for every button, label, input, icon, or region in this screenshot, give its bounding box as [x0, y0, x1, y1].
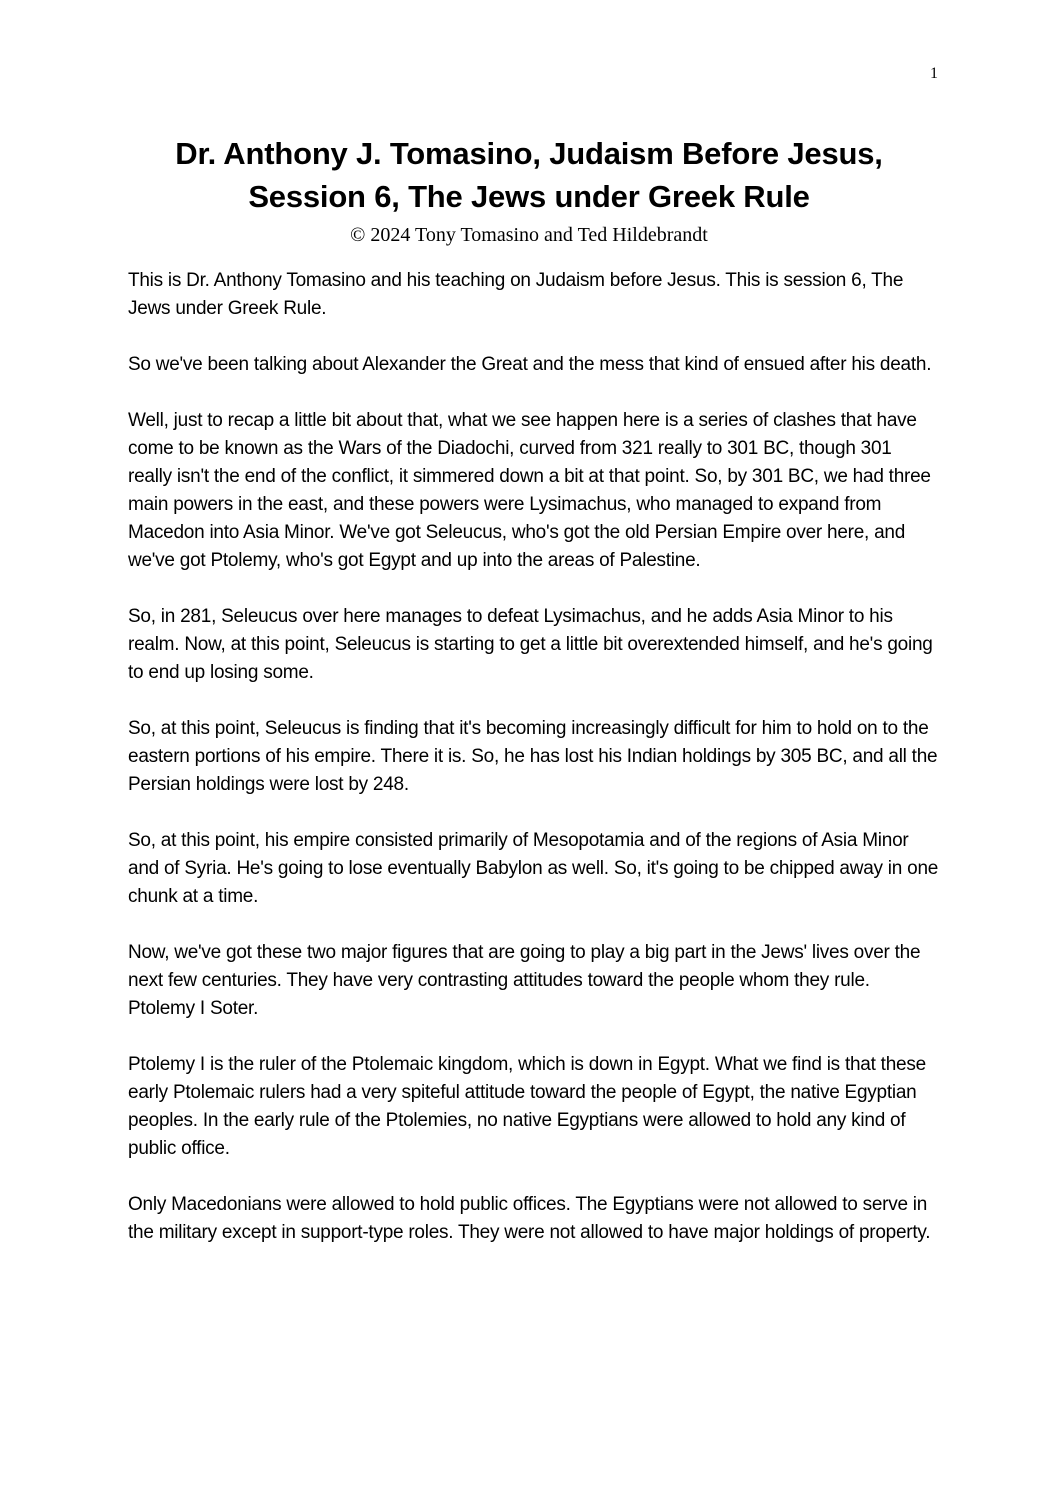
document-body: [128, 267, 940, 1275]
paragraph-ptolemaic-kingdom: Ptolemy I is the ruler of the Ptolemaic kingdom, which is down in Egypt. What we find is that these early Ptolemaic rulers had a very spiteful attitude toward the people of Egypt, the native Egyptian peoples. In the early rule of the Ptolemies, no native Egyptians were allowed to hold any kind of public office.: [128, 1054, 926, 1159]
paragraph-intro: This is Dr. Anthony Tomasino and his teaching on Judaism before Jesus. This is session 6, The Jews under Greek Rule.: [128, 270, 904, 319]
document-title: [100, 132, 958, 218]
page-number: 1: [930, 65, 938, 82]
paragraph-alexander: So we've been talking about Alexander the Great and the mess that kind of ensued after his death.: [128, 354, 932, 375]
copyright-notice: © 2024 Tony Tomasino and Ted Hildebrandt: [350, 224, 708, 246]
document-title-line-1: Dr. Anthony J. Tomasino, Judaism Before Jesus,: [175, 136, 883, 171]
paragraph-seleucus-lysimachus: So, in 281, Seleucus over here manages to defeat Lysimachus, and he adds Asia Minor to his realm. Now, at this point, Seleucus is starting to get a little bit overextended himself, and he's going to end up losing some.: [128, 606, 933, 683]
document-title-line-2: Session 6, The Jews under Greek Rule: [248, 179, 810, 214]
paragraph-eastern-losses: So, at this point, Seleucus is finding that it's becoming increasingly difficult for him to hold on to the eastern portions of his empire. There it is. So, he has lost his Indian holdings by 305 BC, and all the Persian holdings were lost by 248.: [128, 718, 938, 795]
paragraph-empire-extent: So, at this point, his empire consisted primarily of Mesopotamia and of the regions of Asia Minor and of Syria. He's going to lose eventually Babylon as well. So, it's going to be chipped away in one chunk at a time.: [128, 830, 939, 907]
paragraph-two-figures: Now, we've got these two major figures that are going to play a big part in the Jews' lives over the next few centuries. They have very contrasting attitudes toward the people whom they rule. Ptolemy I Soter.: [128, 942, 921, 1019]
paragraph-macedonian-offices: Only Macedonians were allowed to hold public offices. The Egyptians were not allowed to serve in the military except in support-type roles. They were not allowed to have major holdings of property.: [128, 1194, 931, 1243]
paragraph-diadochi-recap: Well, just to recap a little bit about that, what we see happen here is a series of clashes that have come to be known as the Wars of the Diadochi, curved from 321 really to 301 BC, though 301 really isn't the end of the conflict, it simmered down a bit at that point. So, by 301 BC, we had three main powers in the east, and these powers were Lysimachus, who managed to expand from Macedon into Asia Minor. We've got Seleucus, who's got the old Persian Empire over here, and we've got Ptolemy, who's got Egypt and up into the areas of Palestine.: [128, 410, 931, 571]
